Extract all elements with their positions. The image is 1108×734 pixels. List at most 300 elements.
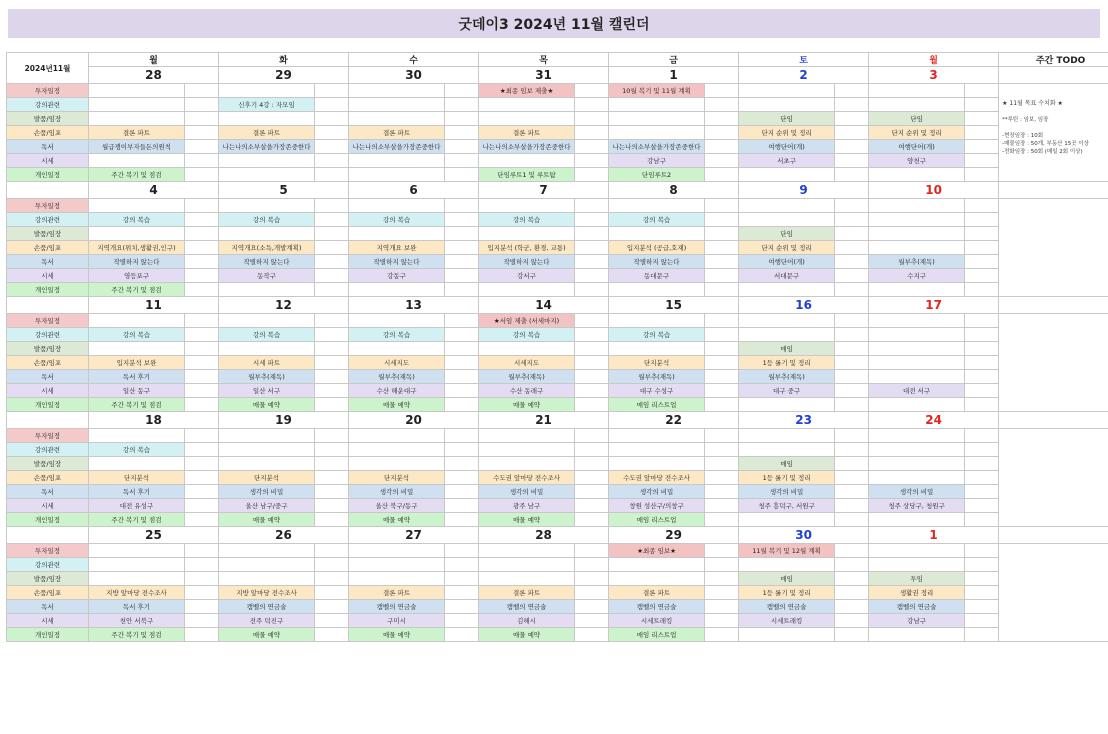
date-sun[interactable]: 10 [869, 182, 999, 199]
empty-cell[interactable] [349, 314, 445, 328]
extra-cell[interactable] [575, 328, 609, 342]
date-thu[interactable]: 31 [479, 67, 609, 84]
extra-cell[interactable] [185, 614, 219, 628]
extra-cell[interactable] [185, 544, 219, 558]
date-wed[interactable]: 6 [349, 182, 479, 199]
event-cell[interactable]: 울산 북구/동구 [349, 499, 445, 513]
date-sun[interactable]: 1 [869, 527, 999, 544]
event-cell[interactable]: 결론 파트 [349, 126, 445, 140]
event-cell[interactable]: 1등 롤기 및 정리 [739, 356, 835, 370]
extra-cell[interactable] [315, 471, 349, 485]
date-fri[interactable]: 15 [609, 297, 739, 314]
extra-cell[interactable] [185, 586, 219, 600]
extra-cell[interactable] [445, 457, 479, 471]
extra-cell[interactable] [445, 485, 479, 499]
date-sat[interactable]: 16 [739, 297, 869, 314]
extra-cell[interactable] [315, 370, 349, 384]
event-cell[interactable]: 매물 예약 [219, 513, 315, 527]
extra-cell[interactable] [965, 227, 999, 241]
empty-cell[interactable] [219, 168, 315, 182]
extra-cell[interactable] [185, 154, 219, 168]
empty-cell[interactable] [739, 168, 835, 182]
extra-cell[interactable] [185, 126, 219, 140]
empty-cell[interactable] [349, 457, 445, 471]
extra-cell[interactable] [965, 283, 999, 297]
event-cell[interactable]: 매임 리스트업 [609, 513, 705, 527]
date-tue[interactable]: 19 [219, 412, 349, 429]
empty-cell[interactable] [349, 168, 445, 182]
extra-cell[interactable] [315, 443, 349, 457]
date-mon[interactable]: 4 [89, 182, 219, 199]
extra-cell[interactable] [445, 241, 479, 255]
event-cell[interactable]: 매임 [739, 457, 835, 471]
extra-cell[interactable] [185, 227, 219, 241]
extra-cell[interactable] [705, 314, 739, 328]
event-cell[interactable]: 입지분석 (공급,호재) [609, 241, 705, 255]
empty-cell[interactable] [89, 227, 185, 241]
extra-cell[interactable] [705, 199, 739, 213]
empty-cell[interactable] [219, 558, 315, 572]
empty-cell[interactable] [89, 98, 185, 112]
event-cell[interactable]: 울산 남구/중구 [219, 499, 315, 513]
empty-cell[interactable] [739, 283, 835, 297]
event-cell[interactable]: 캠벨의 연금술 [479, 600, 575, 614]
empty-cell[interactable] [869, 98, 965, 112]
event-cell[interactable]: 작별하지 않는다 [609, 255, 705, 269]
event-cell[interactable]: 매물 예약 [219, 398, 315, 412]
empty-cell[interactable] [479, 112, 575, 126]
empty-cell[interactable] [219, 283, 315, 297]
event-cell[interactable]: 단지분석 [219, 471, 315, 485]
event-cell[interactable]: 입지분석 보완 [89, 356, 185, 370]
extra-cell[interactable] [835, 227, 869, 241]
event-cell[interactable]: 영등포구 [89, 269, 185, 283]
empty-cell[interactable] [739, 213, 835, 227]
event-cell[interactable]: 매임 [739, 342, 835, 356]
extra-cell[interactable] [185, 457, 219, 471]
extra-cell[interactable] [575, 443, 609, 457]
extra-cell[interactable] [315, 283, 349, 297]
extra-cell[interactable] [445, 342, 479, 356]
empty-cell[interactable] [609, 227, 705, 241]
extra-cell[interactable] [965, 342, 999, 356]
event-cell[interactable]: 지역개요(위치,생활권,인구) [89, 241, 185, 255]
date-thu[interactable]: 14 [479, 297, 609, 314]
event-cell[interactable]: 단임 [869, 112, 965, 126]
extra-cell[interactable] [445, 199, 479, 213]
empty-cell[interactable] [739, 199, 835, 213]
extra-cell[interactable] [705, 471, 739, 485]
empty-cell[interactable] [349, 154, 445, 168]
extra-cell[interactable] [185, 199, 219, 213]
event-cell[interactable]: 신후기 4강 : 자모임 [219, 98, 315, 112]
extra-cell[interactable] [445, 140, 479, 154]
empty-cell[interactable] [219, 154, 315, 168]
event-cell[interactable]: 매물 예약 [219, 628, 315, 642]
extra-cell[interactable] [835, 84, 869, 98]
extra-cell[interactable] [445, 572, 479, 586]
event-cell[interactable]: 강서구 [479, 269, 575, 283]
empty-cell[interactable] [609, 443, 705, 457]
extra-cell[interactable] [445, 398, 479, 412]
extra-cell[interactable] [315, 126, 349, 140]
empty-cell[interactable] [609, 429, 705, 443]
event-cell[interactable]: 강의 복습 [349, 328, 445, 342]
weekly-todo-cell[interactable] [999, 314, 1108, 412]
empty-cell[interactable] [219, 572, 315, 586]
extra-cell[interactable] [185, 384, 219, 398]
event-cell[interactable]: 단지분석 [609, 356, 705, 370]
event-cell[interactable]: 강의 복습 [89, 328, 185, 342]
extra-cell[interactable] [575, 84, 609, 98]
extra-cell[interactable] [835, 98, 869, 112]
extra-cell[interactable] [965, 199, 999, 213]
weekly-todo-cell[interactable] [999, 544, 1108, 642]
extra-cell[interactable] [445, 269, 479, 283]
extra-cell[interactable] [575, 255, 609, 269]
extra-cell[interactable] [965, 356, 999, 370]
extra-cell[interactable] [575, 199, 609, 213]
date-sat[interactable]: 9 [739, 182, 869, 199]
extra-cell[interactable] [445, 356, 479, 370]
event-cell[interactable]: 강의 복습 [219, 213, 315, 227]
extra-cell[interactable] [965, 241, 999, 255]
event-cell[interactable]: 강의 복습 [89, 443, 185, 457]
extra-cell[interactable] [705, 168, 739, 182]
extra-cell[interactable] [315, 628, 349, 642]
extra-cell[interactable] [185, 314, 219, 328]
extra-cell[interactable] [835, 443, 869, 457]
date-tue[interactable]: 5 [219, 182, 349, 199]
extra-cell[interactable] [185, 283, 219, 297]
event-cell[interactable]: 여행단어(개) [739, 255, 835, 269]
extra-cell[interactable] [185, 84, 219, 98]
empty-cell[interactable] [89, 429, 185, 443]
event-cell[interactable]: 월부추(재독) [869, 255, 965, 269]
extra-cell[interactable] [445, 98, 479, 112]
date-fri[interactable]: 22 [609, 412, 739, 429]
empty-cell[interactable] [869, 628, 965, 642]
extra-cell[interactable] [315, 342, 349, 356]
extra-cell[interactable] [835, 154, 869, 168]
empty-cell[interactable] [219, 314, 315, 328]
extra-cell[interactable] [445, 112, 479, 126]
empty-cell[interactable] [349, 572, 445, 586]
event-cell[interactable]: 생각의 비밀 [609, 485, 705, 499]
empty-cell[interactable] [479, 544, 575, 558]
extra-cell[interactable] [315, 499, 349, 513]
event-cell[interactable]: 생각의 비밀 [219, 485, 315, 499]
extra-cell[interactable] [835, 168, 869, 182]
extra-cell[interactable] [705, 513, 739, 527]
extra-cell[interactable] [315, 544, 349, 558]
extra-cell[interactable] [705, 600, 739, 614]
empty-cell[interactable] [479, 283, 575, 297]
extra-cell[interactable] [965, 84, 999, 98]
extra-cell[interactable] [965, 269, 999, 283]
event-cell[interactable]: 강의 복습 [89, 213, 185, 227]
event-cell[interactable]: 월부추(재독) [739, 370, 835, 384]
event-cell[interactable]: 강동구 [349, 269, 445, 283]
extra-cell[interactable] [575, 628, 609, 642]
event-cell[interactable]: 시세 파트 [219, 356, 315, 370]
extra-cell[interactable] [705, 628, 739, 642]
extra-cell[interactable] [965, 255, 999, 269]
empty-cell[interactable] [219, 443, 315, 457]
extra-cell[interactable] [705, 499, 739, 513]
empty-cell[interactable] [869, 457, 965, 471]
empty-cell[interactable] [89, 544, 185, 558]
event-cell[interactable]: 청주 흥덕구, 서원구 [739, 499, 835, 513]
extra-cell[interactable] [315, 314, 349, 328]
extra-cell[interactable] [445, 328, 479, 342]
event-cell[interactable]: 여행단어(개) [869, 140, 965, 154]
extra-cell[interactable] [575, 342, 609, 356]
event-cell[interactable]: 지방 앞마당 전수조사 [89, 586, 185, 600]
event-cell[interactable]: 수도권 앞마당 전수조사 [609, 471, 705, 485]
date-sun[interactable]: 17 [869, 297, 999, 314]
event-cell[interactable]: 매물 예약 [349, 398, 445, 412]
event-cell[interactable]: 결론 파트 [609, 586, 705, 600]
event-cell[interactable]: 결론 파트 [219, 126, 315, 140]
extra-cell[interactable] [835, 126, 869, 140]
date-mon[interactable]: 11 [89, 297, 219, 314]
extra-cell[interactable] [705, 614, 739, 628]
event-cell[interactable]: 11월 복기 및 12월 계획 [739, 544, 835, 558]
extra-cell[interactable] [445, 126, 479, 140]
event-cell[interactable]: 동작구 [219, 269, 315, 283]
event-cell[interactable]: 대전 서구 [869, 384, 965, 398]
extra-cell[interactable] [835, 283, 869, 297]
extra-cell[interactable] [575, 384, 609, 398]
extra-cell[interactable] [445, 154, 479, 168]
empty-cell[interactable] [479, 154, 575, 168]
extra-cell[interactable] [315, 614, 349, 628]
extra-cell[interactable] [835, 241, 869, 255]
empty-cell[interactable] [609, 314, 705, 328]
extra-cell[interactable] [965, 628, 999, 642]
empty-cell[interactable] [869, 544, 965, 558]
empty-cell[interactable] [869, 443, 965, 457]
empty-cell[interactable] [479, 558, 575, 572]
empty-cell[interactable] [739, 98, 835, 112]
event-cell[interactable]: 캠벨의 연금술 [609, 600, 705, 614]
event-cell[interactable]: 월부추(재독) [479, 370, 575, 384]
extra-cell[interactable] [315, 572, 349, 586]
date-wed[interactable]: 27 [349, 527, 479, 544]
event-cell[interactable]: 강의 복습 [479, 328, 575, 342]
extra-cell[interactable] [835, 342, 869, 356]
event-cell[interactable]: 나는나의소부살을가장존중한다 [479, 140, 575, 154]
event-cell[interactable]: 강남구 [869, 614, 965, 628]
extra-cell[interactable] [315, 255, 349, 269]
extra-cell[interactable] [575, 485, 609, 499]
event-cell[interactable]: 김해시 [479, 614, 575, 628]
extra-cell[interactable] [185, 471, 219, 485]
event-cell[interactable]: 결론 파트 [89, 126, 185, 140]
empty-cell[interactable] [609, 342, 705, 356]
extra-cell[interactable] [315, 384, 349, 398]
empty-cell[interactable] [739, 314, 835, 328]
empty-cell[interactable] [739, 398, 835, 412]
extra-cell[interactable] [835, 586, 869, 600]
event-cell[interactable]: 생각의 비밀 [479, 485, 575, 499]
event-cell[interactable]: 나는나의소부살을가장존중한다 [349, 140, 445, 154]
date-mon[interactable]: 28 [89, 67, 219, 84]
extra-cell[interactable] [965, 600, 999, 614]
empty-cell[interactable] [739, 513, 835, 527]
empty-cell[interactable] [219, 84, 315, 98]
event-cell[interactable]: 양천구 [869, 154, 965, 168]
event-cell[interactable]: 캠벨의 연금술 [349, 600, 445, 614]
extra-cell[interactable] [445, 586, 479, 600]
event-cell[interactable]: 강남구 [609, 154, 705, 168]
extra-cell[interactable] [185, 112, 219, 126]
extra-cell[interactable] [835, 600, 869, 614]
empty-cell[interactable] [89, 558, 185, 572]
empty-cell[interactable] [739, 328, 835, 342]
empty-cell[interactable] [869, 328, 965, 342]
event-cell[interactable]: ★최종 임보 제출★ [479, 84, 575, 98]
empty-cell[interactable] [349, 112, 445, 126]
empty-cell[interactable] [869, 513, 965, 527]
extra-cell[interactable] [965, 384, 999, 398]
date-sun[interactable]: 24 [869, 412, 999, 429]
event-cell[interactable]: 매임 리스트업 [609, 398, 705, 412]
extra-cell[interactable] [575, 98, 609, 112]
weekly-todo-cell[interactable] [999, 84, 1108, 182]
extra-cell[interactable] [705, 370, 739, 384]
extra-cell[interactable] [705, 241, 739, 255]
extra-cell[interactable] [575, 544, 609, 558]
extra-cell[interactable] [705, 429, 739, 443]
extra-cell[interactable] [185, 485, 219, 499]
empty-cell[interactable] [739, 628, 835, 642]
event-cell[interactable]: 결론 파트 [349, 586, 445, 600]
extra-cell[interactable] [315, 154, 349, 168]
extra-cell[interactable] [445, 628, 479, 642]
empty-cell[interactable] [869, 227, 965, 241]
extra-cell[interactable] [965, 586, 999, 600]
extra-cell[interactable] [835, 457, 869, 471]
event-cell[interactable]: 작별하지 않는다 [89, 255, 185, 269]
event-cell[interactable]: ★서임 제출 (서세마지) [479, 314, 575, 328]
event-cell[interactable]: 수도권 앞마당 전수조사 [479, 471, 575, 485]
empty-cell[interactable] [739, 429, 835, 443]
empty-cell[interactable] [609, 199, 705, 213]
extra-cell[interactable] [965, 457, 999, 471]
event-cell[interactable]: 매물 예약 [479, 628, 575, 642]
extra-cell[interactable] [965, 558, 999, 572]
event-cell[interactable]: 청주 상당구, 청원구 [869, 499, 965, 513]
extra-cell[interactable] [185, 429, 219, 443]
empty-cell[interactable] [349, 199, 445, 213]
event-cell[interactable]: 시세지도 [349, 356, 445, 370]
extra-cell[interactable] [315, 168, 349, 182]
empty-cell[interactable] [869, 241, 965, 255]
date-sat[interactable]: 2 [739, 67, 869, 84]
date-wed[interactable]: 30 [349, 67, 479, 84]
extra-cell[interactable] [835, 384, 869, 398]
empty-cell[interactable] [609, 126, 705, 140]
extra-cell[interactable] [575, 499, 609, 513]
empty-cell[interactable] [89, 457, 185, 471]
extra-cell[interactable] [835, 112, 869, 126]
empty-cell[interactable] [609, 98, 705, 112]
weekly-todo-cell[interactable] [999, 199, 1108, 297]
event-cell[interactable]: 단임 [739, 112, 835, 126]
event-cell[interactable]: 결론 파트 [479, 586, 575, 600]
extra-cell[interactable] [185, 398, 219, 412]
empty-cell[interactable] [479, 199, 575, 213]
empty-cell[interactable] [89, 84, 185, 98]
extra-cell[interactable] [705, 558, 739, 572]
event-cell[interactable]: 작별하지 않는다 [219, 255, 315, 269]
empty-cell[interactable] [349, 443, 445, 457]
event-cell[interactable]: 생각의 비밀 [869, 485, 965, 499]
extra-cell[interactable] [965, 112, 999, 126]
extra-cell[interactable] [185, 513, 219, 527]
extra-cell[interactable] [575, 227, 609, 241]
extra-cell[interactable] [575, 112, 609, 126]
extra-cell[interactable] [835, 485, 869, 499]
event-cell[interactable]: 지역개요 보완 [349, 241, 445, 255]
extra-cell[interactable] [185, 600, 219, 614]
empty-cell[interactable] [479, 98, 575, 112]
extra-cell[interactable] [705, 384, 739, 398]
event-cell[interactable]: 강의 복습 [609, 328, 705, 342]
event-cell[interactable]: 매임 리스트업 [609, 628, 705, 642]
date-tue[interactable]: 12 [219, 297, 349, 314]
extra-cell[interactable] [965, 98, 999, 112]
extra-cell[interactable] [315, 513, 349, 527]
extra-cell[interactable] [445, 429, 479, 443]
event-cell[interactable]: 일산 동구 [89, 384, 185, 398]
extra-cell[interactable] [965, 370, 999, 384]
extra-cell[interactable] [835, 328, 869, 342]
extra-cell[interactable] [445, 370, 479, 384]
empty-cell[interactable] [739, 443, 835, 457]
extra-cell[interactable] [965, 126, 999, 140]
event-cell[interactable]: 수지구 [869, 269, 965, 283]
extra-cell[interactable] [575, 314, 609, 328]
extra-cell[interactable] [575, 140, 609, 154]
empty-cell[interactable] [869, 429, 965, 443]
event-cell[interactable]: 단지분석 [349, 471, 445, 485]
extra-cell[interactable] [575, 241, 609, 255]
extra-cell[interactable] [315, 600, 349, 614]
extra-cell[interactable] [575, 356, 609, 370]
empty-cell[interactable] [219, 227, 315, 241]
event-cell[interactable]: 생각의 비밀 [739, 485, 835, 499]
empty-cell[interactable] [219, 199, 315, 213]
extra-cell[interactable] [445, 84, 479, 98]
extra-cell[interactable] [575, 614, 609, 628]
extra-cell[interactable] [705, 154, 739, 168]
extra-cell[interactable] [835, 398, 869, 412]
empty-cell[interactable] [349, 558, 445, 572]
extra-cell[interactable] [445, 471, 479, 485]
event-cell[interactable]: 작별하지 않는다 [479, 255, 575, 269]
extra-cell[interactable] [315, 140, 349, 154]
empty-cell[interactable] [479, 457, 575, 471]
extra-cell[interactable] [835, 370, 869, 384]
extra-cell[interactable] [315, 199, 349, 213]
extra-cell[interactable] [445, 168, 479, 182]
extra-cell[interactable] [315, 84, 349, 98]
extra-cell[interactable] [705, 227, 739, 241]
extra-cell[interactable] [445, 600, 479, 614]
